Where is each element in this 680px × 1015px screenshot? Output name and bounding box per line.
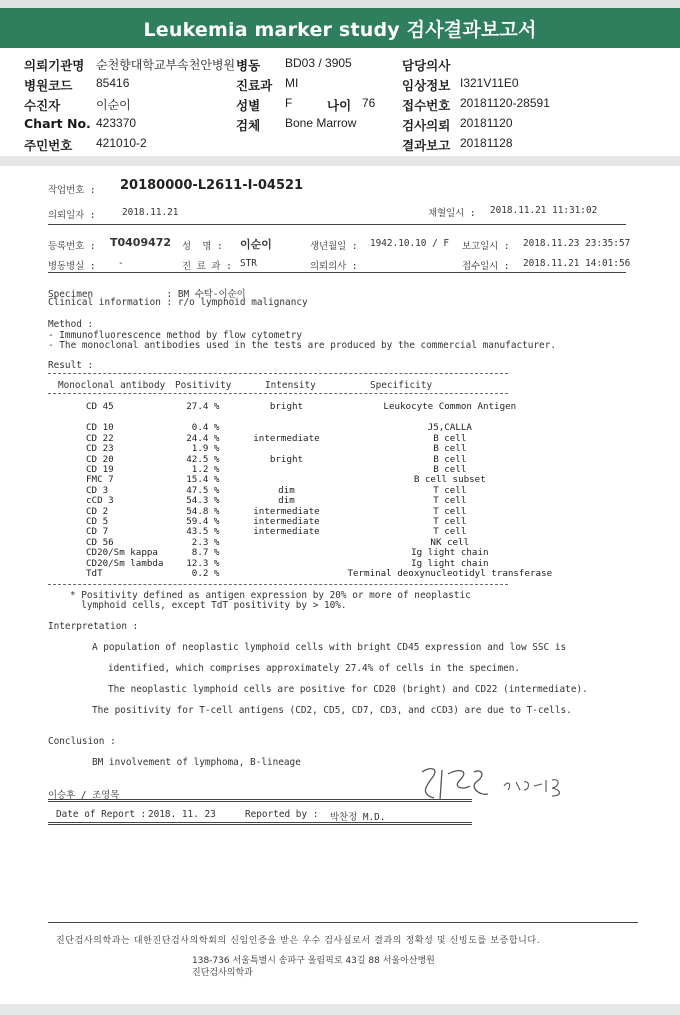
interp-line-4: The positivity for T-cell antigens (CD2, CD5, CD7, CD3, and cCD3) are due to T-cells. (92, 705, 572, 716)
footer-rule (48, 922, 638, 923)
marker-specificity: T cell (433, 505, 467, 517)
doctor-label: 의뢰의사 : (310, 261, 358, 272)
request-date-value: 20181120 (460, 116, 513, 130)
marker-table (56, 402, 552, 580)
report-date-label: 결과보고 (402, 138, 451, 153)
marker-positivity: 24.4 % (186, 432, 220, 444)
marker-name: CD 23 (86, 443, 114, 455)
collect-label: 채혈일시 : (428, 208, 476, 219)
marker-specificity: T cell (433, 516, 467, 528)
result-rule-top (48, 373, 508, 374)
received-label: 접수일시 : (462, 261, 510, 272)
work-no-value: 20180000-L2611-I-04521 (120, 178, 304, 193)
dept-label: 진 료 과 : (182, 261, 232, 272)
marker-name: CD20/Sm lambda (86, 557, 164, 569)
section-separator (0, 156, 680, 166)
ward-value: - (118, 258, 124, 269)
footer-address: 138-736 서울특별시 송파구 올림픽로 43길 88 서울아산병원 (192, 956, 435, 966)
marker-positivity: 0.2 % (191, 568, 220, 580)
marker-positivity: 42.5 % (186, 453, 220, 465)
reg-no-value: T0409472 (110, 236, 172, 249)
chart-no-value: 423370 (96, 116, 137, 130)
marker-intensity: intermediate (253, 432, 320, 444)
age-value: 76 (362, 96, 376, 110)
date-of-report-value: 2018. 11. 23 (148, 809, 216, 820)
result-rule-bottom (48, 584, 508, 585)
scanned-report (0, 166, 680, 1004)
method-line-1: - Immunofluorescence method by flow cytometry (48, 330, 302, 341)
specimen-line: Specimen : BM 수탁-이순이 (48, 289, 246, 300)
info-row-2 (0, 76, 680, 94)
report-rule-top (48, 799, 472, 802)
info-row-5 (0, 136, 680, 154)
patient-value: 이순이 (96, 98, 131, 112)
marker-name: CD 7 (86, 526, 109, 538)
marker-positivity: 59.4 % (186, 516, 220, 528)
marker-specificity: T cell (433, 495, 467, 507)
request-date-value: 2018.11.21 (122, 207, 179, 218)
marker-intensity (225, 569, 347, 579)
request-date-label: 의뢰일자 : (48, 210, 96, 221)
marker-intensity: intermediate (253, 516, 320, 528)
marker-positivity: 2.3 % (191, 536, 220, 548)
doctor-label: 담당의사 (402, 58, 451, 73)
marker-positivity: 47.5 % (186, 484, 220, 496)
marker-intensity: intermediate (253, 505, 320, 517)
date-of-report-label: Date of Report : (56, 809, 147, 820)
marker-positivity: 54.3 % (186, 495, 220, 507)
ward-label: 병동 (236, 58, 261, 73)
receipt-no-label: 접수번호 (402, 98, 451, 113)
work-no-label: 작업번호 : (48, 185, 96, 196)
report-time-value: 2018.11.23 23:35:57 (523, 238, 631, 249)
result-title: Result : (48, 360, 94, 371)
marker-row (56, 402, 552, 412)
marker-name: cCD 3 (86, 495, 114, 507)
marker-specificity: B cell (433, 443, 467, 455)
marker-name: CD 10 (86, 422, 114, 434)
institution-value: 순천향대학교부속천안병원 (96, 58, 236, 72)
info-row-4 (0, 116, 680, 134)
marker-positivity: 1.2 % (191, 464, 220, 476)
method-title: Method : (48, 319, 94, 330)
sex-label: 성별 (236, 98, 261, 113)
specimen-label: 검체 (236, 118, 261, 133)
marker-name: CD 5 (86, 516, 109, 528)
institution-label: 의뢰기관명 (24, 58, 85, 73)
signature-image (412, 760, 592, 810)
department-label: 진료과 (236, 78, 273, 93)
footnote-line-2: lymphoid cells, except TdT positivity by > 10%. (70, 600, 347, 611)
hospital-code-value: 85416 (96, 76, 130, 90)
report-rule-bottom (48, 822, 472, 825)
footnote-line-1: * Positivity defined as antigen expression by 20% or more of neoplastic (70, 590, 471, 601)
marker-specificity: NK cell (430, 536, 470, 548)
marker-row (56, 569, 552, 579)
marker-positivity: 8.7 % (191, 547, 220, 559)
name-value: 이순이 (240, 238, 272, 251)
marker-positivity: 0.4 % (191, 422, 220, 434)
marker-gap (56, 412, 552, 423)
conclusion-text: BM involvement of lymphoma, B-lineage (92, 757, 301, 768)
marker-row (56, 444, 552, 454)
chart-no-label: Chart No. (24, 116, 91, 131)
clinical-info-value: I321V11E0 (460, 76, 519, 90)
dept-value: STR (240, 258, 257, 269)
interp-line-3: The neoplastic lymphoid cells are positive for CD20 (bright) and CD22 (intermediate). (108, 684, 588, 695)
receipt-no-value: 20181120-28591 (460, 96, 550, 110)
marker-intensity: dim (278, 495, 295, 507)
birth-label: 생년월일 : (310, 241, 358, 252)
report-time-label: 보고일시 : (462, 241, 510, 252)
marker-positivity: 1.9 % (191, 443, 220, 455)
header-rule-1 (48, 224, 626, 225)
specimen-value: Bone Marrow (285, 116, 357, 130)
marker-specificity: T cell (433, 526, 467, 538)
request-date-label: 검사의뢰 (402, 118, 451, 133)
marker-intensity (225, 465, 347, 475)
bottom-band (0, 1004, 680, 1015)
marker-intensity (225, 559, 347, 569)
technician-names: 이승후 / 조영목 (48, 790, 120, 801)
marker-name: CD 2 (86, 505, 109, 517)
marker-intensity (225, 538, 347, 548)
reg-no-label: 등록번호 : (48, 241, 96, 252)
col-header-positivity: Positivity (175, 380, 232, 391)
marker-specificity: Ig light chain (411, 557, 489, 569)
marker-specificity: Ig light chain (411, 547, 489, 559)
marker-row (56, 527, 552, 537)
marker-positivity: 43.5 % (186, 526, 220, 538)
id-value: 421010-2 (96, 136, 147, 150)
marker-name: CD 22 (86, 432, 114, 444)
marker-positivity: 15.4 % (186, 474, 220, 486)
marker-name: CD 20 (86, 453, 114, 465)
report-title: Leukemia marker study 검사결과보고서 (0, 8, 680, 48)
reported-by-value: 박찬정 M.D. (330, 812, 386, 823)
received-value: 2018.11.21 14:01:56 (523, 258, 631, 269)
department-value: MI (285, 76, 299, 90)
interp-line-2: identified, which comprises approximately 27.4% of cells in the specimen. (108, 663, 521, 674)
age-label: 나이 (327, 98, 352, 113)
reported-by-label: Reported by : (245, 809, 319, 820)
hospital-code-label: 병원코드 (24, 78, 73, 93)
birth-value: 1942.10.10 / F (370, 238, 450, 249)
marker-specificity: T cell (433, 484, 467, 496)
method-line-2: - The monoclonal antibodies used in the tests are produced by the commercial manufacturer. (48, 340, 556, 351)
marker-row (56, 486, 552, 496)
marker-name: TdT (86, 568, 103, 580)
marker-positivity: 54.8 % (186, 505, 220, 517)
info-row-3 (0, 96, 680, 114)
marker-specificity: Terminal deoxynucleotidyl transferase (347, 568, 553, 580)
marker-intensity: intermediate (253, 526, 320, 538)
interp-line-1: A population of neoplastic lymphoid cells with bright CD45 expression and low SSC is (92, 642, 567, 653)
marker-row (56, 475, 552, 485)
marker-intensity: dim (278, 484, 295, 496)
clinical-info-label: 임상정보 (402, 78, 451, 93)
footer-certification: 진단검사의학과는 대한진단검사의학회의 신임인증을 받은 우수 검사실로서 결과의 정확성 및 신빙도를 보증합니다. (56, 936, 541, 946)
marker-specificity: B cell (433, 464, 467, 476)
id-label: 주민번호 (24, 138, 73, 153)
marker-specificity: B cell (433, 432, 467, 444)
interpretation-title: Interpretation : (48, 621, 139, 632)
marker-row (56, 434, 552, 444)
marker-positivity: 27.4 % (186, 401, 220, 412)
marker-specificity: B cell (433, 453, 467, 465)
patient-label: 수진자 (24, 98, 61, 113)
marker-intensity (225, 548, 347, 558)
collect-value: 2018.11.21 11:31:02 (490, 205, 598, 216)
col-header-antibody: Monoclonal antibody (58, 380, 166, 391)
marker-name: FMC 7 (86, 474, 114, 486)
marker-name: CD 19 (86, 464, 114, 476)
marker-name: CD 3 (86, 484, 109, 496)
ward-label: 병동병실 : (48, 261, 96, 272)
name-label: 성 명 : (182, 241, 223, 252)
marker-name: CD 45 (86, 401, 114, 412)
ward-value: BD03 / 3905 (285, 56, 352, 70)
footer-dept: 진단검사의학과 (192, 968, 253, 978)
conclusion-title: Conclusion : (48, 736, 116, 747)
patient-info-panel (0, 48, 680, 156)
marker-specificity: J5,CALLA (427, 422, 472, 434)
marker-intensity: bright (269, 453, 304, 465)
marker-specificity: Leukocyte Common Antigen (383, 401, 517, 412)
marker-row (56, 455, 552, 465)
top-band (0, 0, 680, 8)
result-rule-mid (48, 393, 508, 394)
marker-name: CD 56 (86, 536, 114, 548)
marker-positivity: 12.3 % (186, 557, 220, 569)
marker-intensity: bright (269, 401, 304, 412)
header-rule-2 (48, 272, 626, 273)
col-header-specificity: Specificity (370, 380, 433, 391)
report-date-value: 20181128 (460, 136, 513, 150)
col-header-intensity: Intensity (265, 380, 316, 391)
info-row-1 (0, 56, 680, 74)
marker-specificity: B cell subset (413, 474, 486, 486)
sex-value: F (285, 96, 293, 110)
marker-name: CD20/Sm kappa (86, 547, 158, 559)
clinical-line: Clinical information : r/o lymphoid malignancy (48, 297, 308, 308)
